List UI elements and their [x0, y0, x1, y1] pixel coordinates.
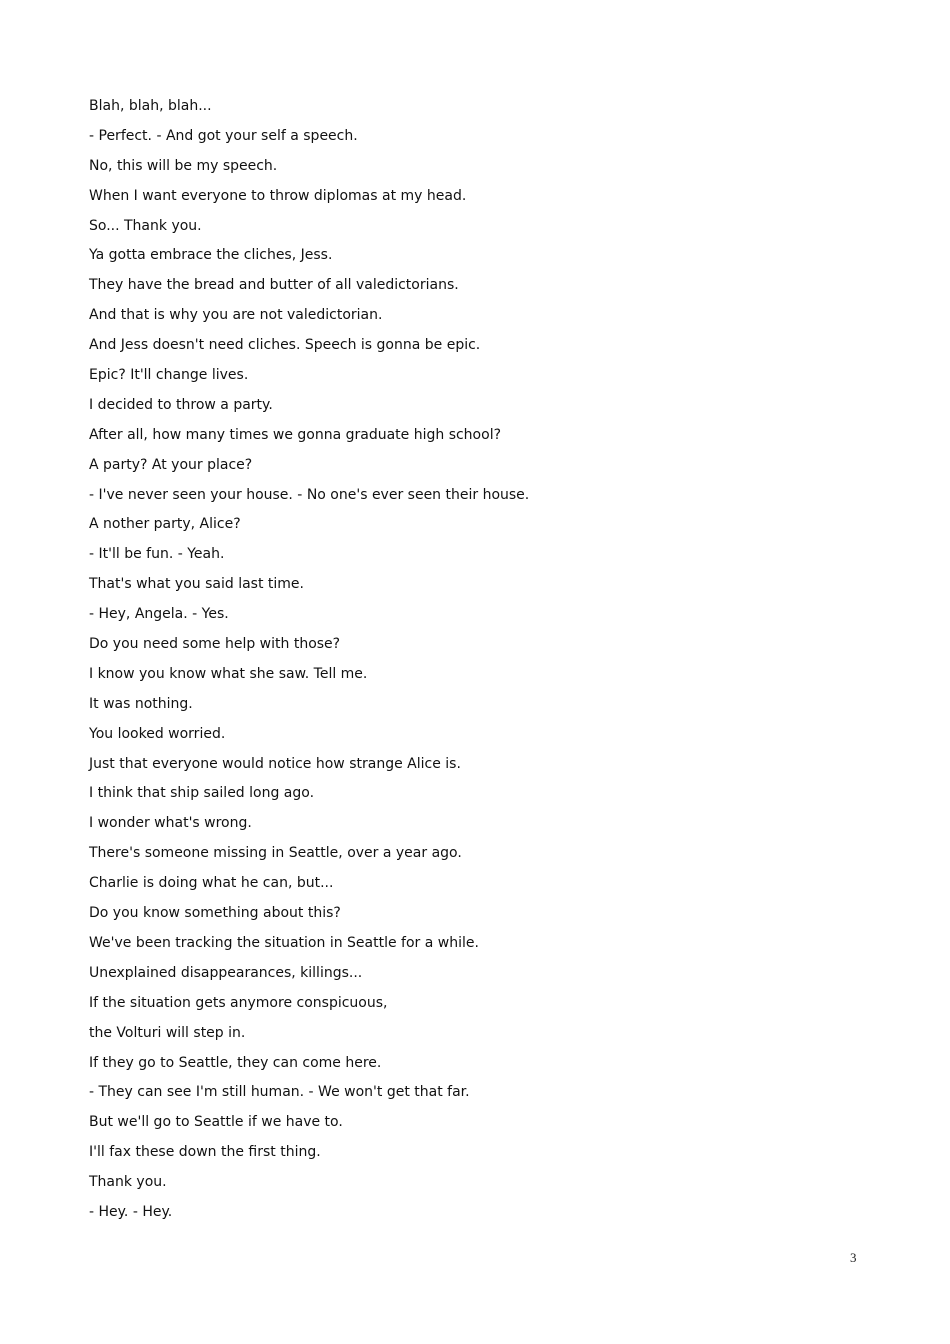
subtitle-line: We've been tracking the situation in Seattle for a while.	[89, 934, 479, 951]
subtitle-line: A nother party, Alice?	[89, 516, 241, 533]
subtitle-line: I decided to throw a party.	[89, 396, 273, 413]
subtitle-line: I wonder what's wrong.	[89, 815, 252, 832]
subtitle-line: - They can see I'm still human. - We won't get that far.	[89, 1084, 470, 1101]
subtitle-line: Thank you.	[89, 1174, 167, 1191]
subtitle-line: I think that ship sailed long ago.	[89, 785, 315, 802]
subtitle-line: If they go to Seattle, they can come here.	[89, 1054, 382, 1071]
subtitle-line: Just that everyone would notice how strange Alice is.	[89, 755, 461, 772]
subtitle-line: Unexplained disappearances, killings...	[89, 964, 363, 981]
subtitle-line: Do you need some help with those?	[89, 636, 341, 653]
subtitle-line: - It'll be fun. - Yeah.	[89, 546, 225, 563]
subtitle-line: I'll fax these down the first thing.	[89, 1144, 321, 1161]
subtitle-line: So... Thank you.	[89, 217, 202, 234]
subtitle-line: And that is why you are not valedictorian.	[89, 307, 383, 324]
subtitle-line: They have the bread and butter of all valedictorians.	[89, 277, 459, 294]
subtitle-line: You looked worried.	[89, 725, 226, 742]
subtitle-line: That's what you said last time.	[89, 576, 304, 593]
subtitle-line: After all, how many times we gonna graduate high school?	[89, 426, 502, 443]
subtitle-line: If the situation gets anymore conspicuous,	[89, 994, 388, 1011]
page-number: 3	[850, 1250, 857, 1265]
subtitle-line: A party? At your place?	[89, 456, 253, 473]
subtitle-line: - Hey. - Hey.	[89, 1203, 173, 1220]
subtitle-line: No, this will be my speech.	[89, 157, 278, 174]
subtitle-line: And Jess doesn't need cliches. Speech is gonna be epic.	[89, 337, 481, 354]
subtitle-line: - I've never seen your house. - No one's ever seen their house.	[89, 486, 530, 503]
subtitle-line: Do you know something about this?	[89, 905, 341, 922]
subtitle-line: Epic? It'll change lives.	[89, 367, 249, 384]
subtitle-lines	[89, 94, 529, 1230]
subtitle-line: But we'll go to Seattle if we have to.	[89, 1114, 343, 1131]
subtitle-line: It was nothing.	[89, 695, 193, 712]
subtitle-line: Ya gotta embrace the cliches, Jess.	[89, 247, 333, 264]
subtitle-line: Charlie is doing what he can, but...	[89, 875, 334, 892]
subtitle-line: I know you know what she saw. Tell me.	[89, 665, 368, 682]
subtitle-line: - Perfect. - And got your self a speech.	[89, 127, 358, 144]
subtitle-line: There's someone missing in Seattle, over a year ago.	[89, 845, 462, 862]
subtitle-line: When I want everyone to throw diplomas at my head.	[89, 187, 467, 204]
subtitle-line: - Hey, Angela. - Yes.	[89, 606, 229, 623]
subtitle-line: Blah, blah, blah...	[89, 98, 212, 114]
subtitle-line: the Volturi will step in.	[89, 1024, 246, 1041]
